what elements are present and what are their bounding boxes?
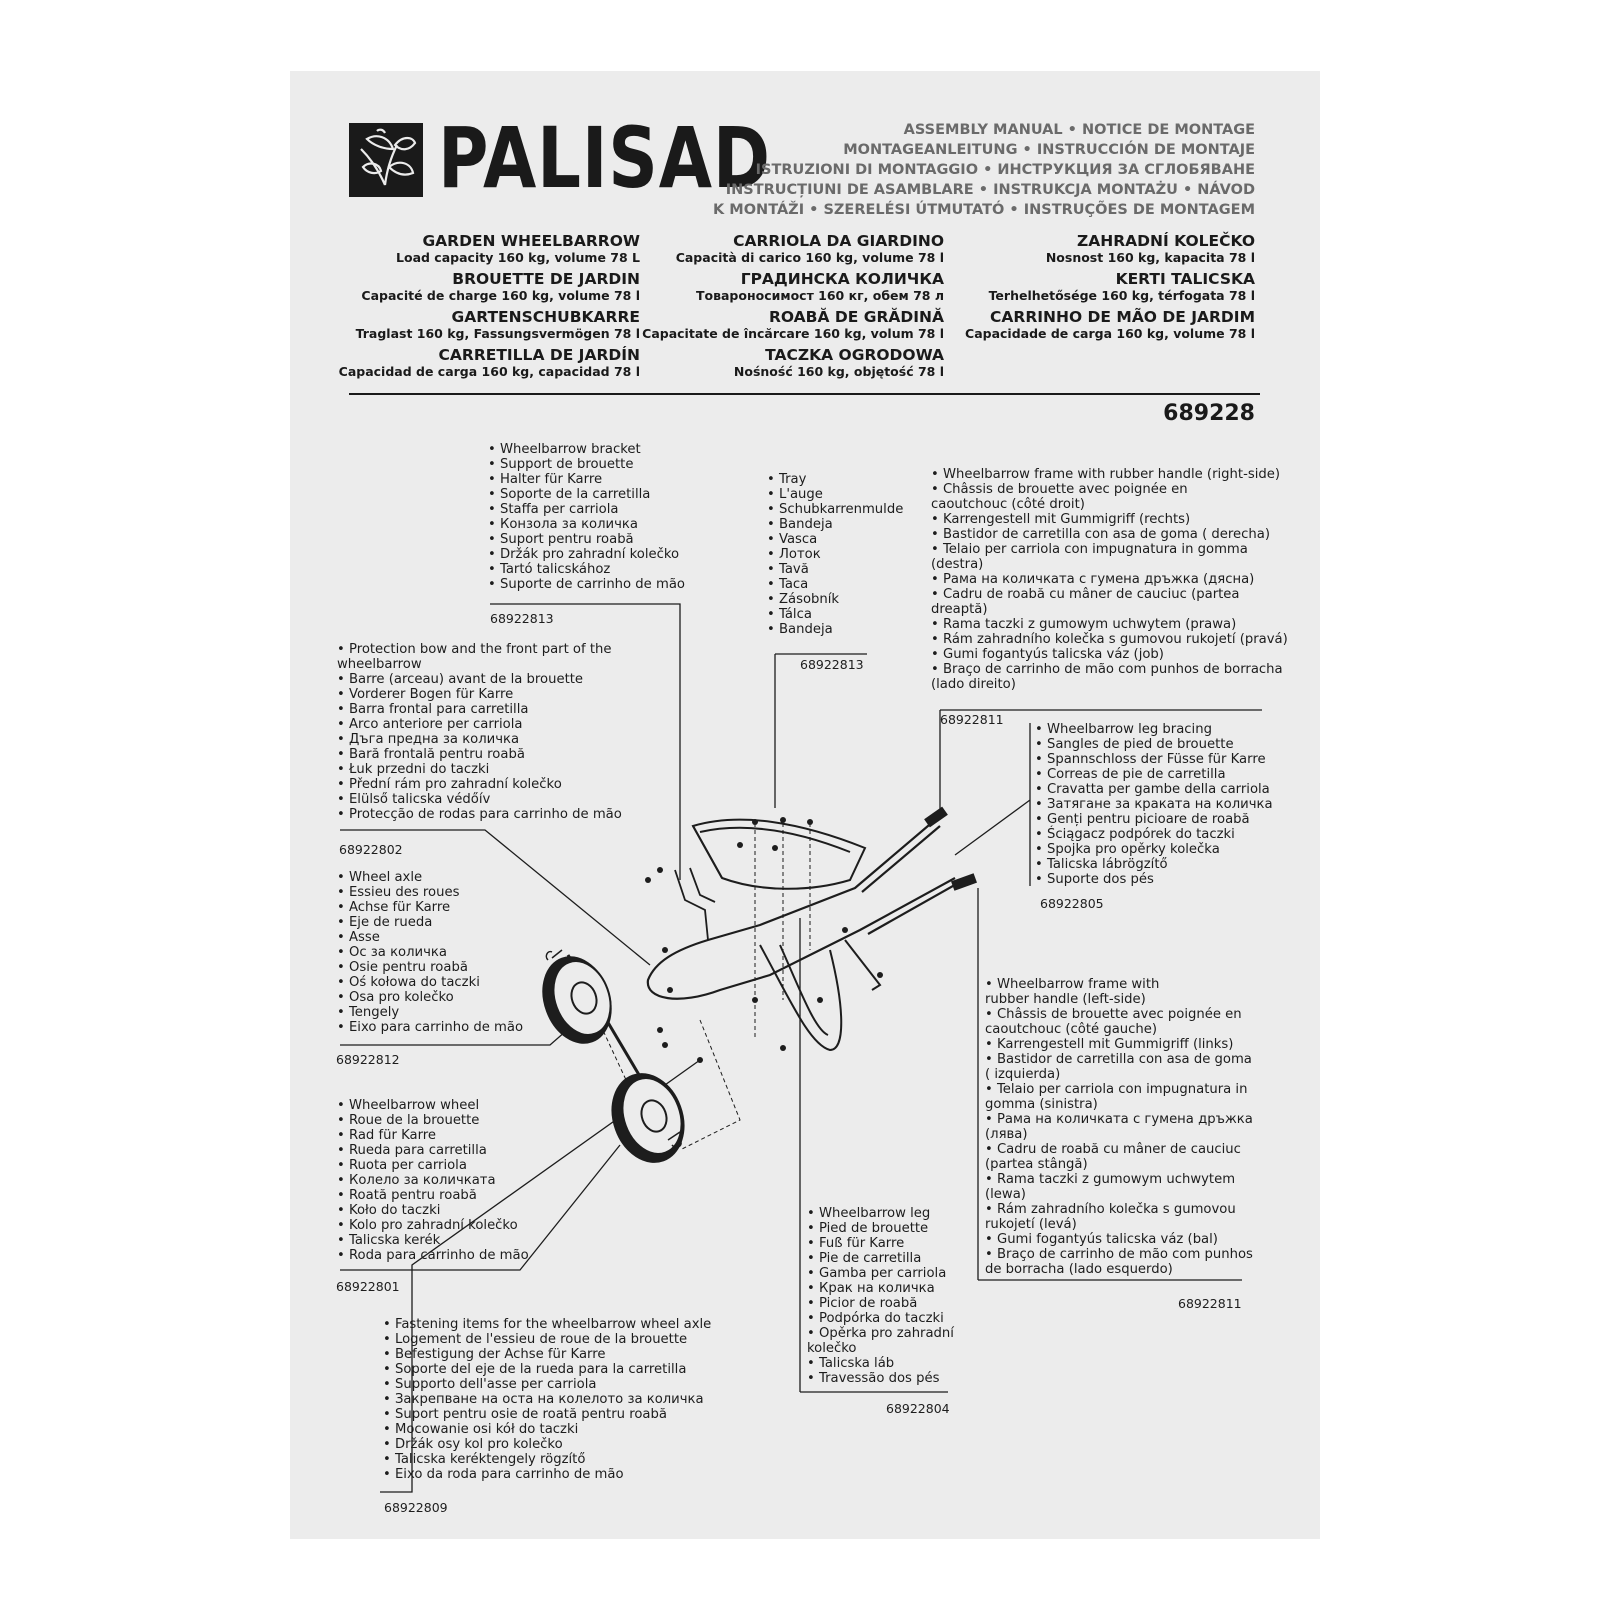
part-code-fastening: 68922809	[384, 1500, 448, 1515]
brand-name: PALISAD	[438, 109, 771, 207]
product-capacity: Traglast 160 kg, Fassungsvermögen 78 l	[355, 326, 640, 341]
product-capacity: Capacidad de carga 160 kg, capacidad 78 l	[338, 364, 640, 379]
part-label-axle: • Wheel axle • Essieu des roues • Achse für Karre • Eje de rueda • Asse • Ос за количка • Osie pentru roabă • Oś kołowa do taczki • Osa pro kolečko • Tengely • Eixo para carrinho de mão	[337, 870, 524, 1035]
product-capacity: Nośność 160 kg, objętość 78 l	[733, 364, 944, 379]
part-label-protection-bow: • Protection bow and the front part of the wheelbarrow • Barre (arceau) avant de la brouette • Vorderer Bogen für Karre • Barra frontal para carretilla • Arco anteriore per carriola • Дъга предна за количка • Bară frontală pentru roabă • Łuk przedni do taczki • Přední rám pro zahradní kolečko • Elülső talicska védőív • Protecção de rodas para carrinho de mão	[337, 642, 622, 822]
part-code-axle: 68922812	[336, 1052, 400, 1067]
part-label-frame-left: • Wheelbarrow frame with rubber handle (left-side) • Châssis de brouette avec poignée en caoutchouc (côté gauche) • Karrengestell mit Gummigriff (links) • Bastidor de carretilla con asa de goma ( izquierda) • Telaio per carriola con impugnatura in gomma (sinistra) • Рама на количката с гумена дръжка (лява) • Cadru de roabă cu mâner de cauciuc (partea stângă) • Rama taczki z gumowym uchwytem (lewa) • Rám zahradního kolečka s gumovou rukojetí (levá) • Gumi fogantyús talicska váz (bal) • Braço de carrinho de mão com punhos de borracha (lado esquerdo)	[985, 977, 1253, 1277]
product-name: BROUETTE DE JARDIN	[452, 270, 640, 288]
product-name: ROABĂ DE GRĂDINĂ	[768, 308, 944, 326]
part-label-frame-right: • Wheelbarrow frame with rubber handle (right-side) • Châssis de brouette avec poignée en caoutchouc (côté droit) • Karrengestell mit Gummigriff (rechts) • Bastidor de carretilla con asa de goma ( derecha) • Telaio per carriola con impugnatura in gomma (destra) • Рама на количката с гумена дръжка (дясна) • Cadru de roabă cu mâner de cauciuc (partea dreaptă) • Rama taczki z gumowym uchwytem (prawa) • Rám zahradního kolečka s gumovou rukojetí (pravá) • Gumi fogantyús talicska váz (job) • Braço de carrinho de mão com punhos de borracha (lado direito)	[931, 467, 1288, 692]
product-capacity: Nosnost 160 kg, kapacita 78 l	[1045, 250, 1255, 265]
part-label-wheel: • Wheelbarrow wheel • Roue de la brouette • Rad für Karre • Rueda para carretilla • Ruota per carriola • Колело за количката • Roată pentru roabă • Koło do taczki • Kolo pro zahradní kolečko • Talicska kerék • Roda para carrinho de mão	[337, 1098, 529, 1263]
product-capacity: Capacité de charge 160 kg, volume 78 l	[361, 288, 640, 303]
manual-title-line: K MONTÁŽI • SZERELÉSI ÚTMUTATÓ • INSTRUÇÕES DE MONTAGEM	[713, 202, 1255, 218]
product-capacity: Terhelhetősége 160 kg, térfogata 78 l	[988, 288, 1255, 303]
part-label-bracket: • Wheelbarrow bracket • Support de brouette • Halter für Karre • Soporte de la carretilla • Staffa per carriola • Конзола за количка • Suport pentru roabă • Držák pro zahradní kolečko • Tartó talicskához • Suporte de carrinho de mão	[488, 442, 685, 592]
manual-title-line: MONTAGEANLEITUNG • INSTRUCCIÓN DE MONTAJE	[843, 142, 1255, 158]
part-code-tray: 68922813	[800, 657, 864, 672]
product-name: GARTENSCHUBKARRE	[451, 308, 640, 326]
product-capacity: Capacità di carico 160 kg, volume 78 l	[675, 250, 944, 265]
product-name: GARDEN WHEELBARROW	[422, 232, 640, 250]
product-capacity: Товароносимост 160 кг, обем 78 л	[695, 288, 944, 303]
product-capacity: Capacitate de încărcare 160 kg, volum 78 l	[642, 326, 944, 341]
part-label-fastening: • Fastening items for the wheelbarrow wheel axle • Logement de l'essieu de roue de la brouette • Befestigung der Achse für Karre • Soporte del eje de la rueda para la carretilla • Supporto dell'asse per carriola • Закрепване на оста на колелото за количка • Suport pentru osie de roată pentru roabă • Mocowanie osi kół do taczki • Držák osy kol pro kolečko • Talicska keréktengely rögzítő • Eixo da roda para carrinho de mão	[383, 1317, 712, 1482]
part-code-leg-bracing: 68922805	[1040, 896, 1104, 911]
product-name: KERTI TALICSKA	[1115, 270, 1255, 288]
model-number: 689228	[1163, 401, 1255, 426]
manual-title-line: ASSEMBLY MANUAL • NOTICE DE MONTAGE	[903, 122, 1255, 138]
part-code-wheel: 68922801	[336, 1279, 400, 1294]
product-name: ZAHRADNÍ KOLEČKO	[1077, 232, 1255, 250]
part-label-leg: • Wheelbarrow leg • Pied de brouette • Fuß für Karre • Pie de carretilla • Gamba per carriola • Крак на количка • Picior de roabă • Podpórka do taczki • Opěrka pro zahradní kolečko • Talicska láb • Travessão dos pés	[807, 1206, 954, 1386]
product-capacity: Capacidade de carga 160 kg, volume 78 l	[965, 326, 1255, 341]
manual-title-line: INSTRUCȚIUNI DE ASAMBLARE • INSTRUKCJA MONTAŻU • NÁVOD	[725, 182, 1255, 198]
part-label-leg-bracing: • Wheelbarrow leg bracing • Sangles de pied de brouette • Spannschloss der Füsse für Karre • Correas de pie de carretilla • Cravatta per gambe della carriola • Затягане за краката на количка • Genți pentru picioare de roabă • Ściągacz podpórek do taczki • Spojka pro opěrky kolečka • Talicska lábrögzítő • Suporte dos pés	[1035, 722, 1273, 887]
product-name: TACZKA OGRODOWA	[765, 346, 944, 364]
product-capacity: Load capacity 160 kg, volume 78 L	[396, 250, 640, 265]
part-code-bracket: 68922813	[490, 611, 554, 626]
product-name: CARRINHO DE MÃO DE JARDIM	[990, 308, 1255, 326]
product-name: CARRIOLA DA GIARDINO	[733, 232, 944, 250]
part-code-leg: 68922804	[886, 1401, 950, 1416]
manual-title-line: ISTRUZIONI DI MONTAGGIO • ИНСТРУКЦИЯ ЗА СГЛОБЯВАНЕ	[755, 162, 1255, 178]
product-name: ГРАДИНСКА КОЛИЧКА	[740, 270, 944, 288]
part-label-tray: • Tray • L'auge • Schubkarrenmulde • Bandeja • Vasca • Лоток • Tavă • Taca • Zásobník • Tálca • Bandeja	[767, 472, 904, 637]
product-name: CARRETILLA DE JARDÍN	[438, 346, 640, 364]
part-code-frame-right: 68922811	[940, 712, 1004, 727]
part-code-protection-bow: 68922802	[339, 842, 403, 857]
part-code-frame-left: 68922811	[1178, 1296, 1242, 1311]
